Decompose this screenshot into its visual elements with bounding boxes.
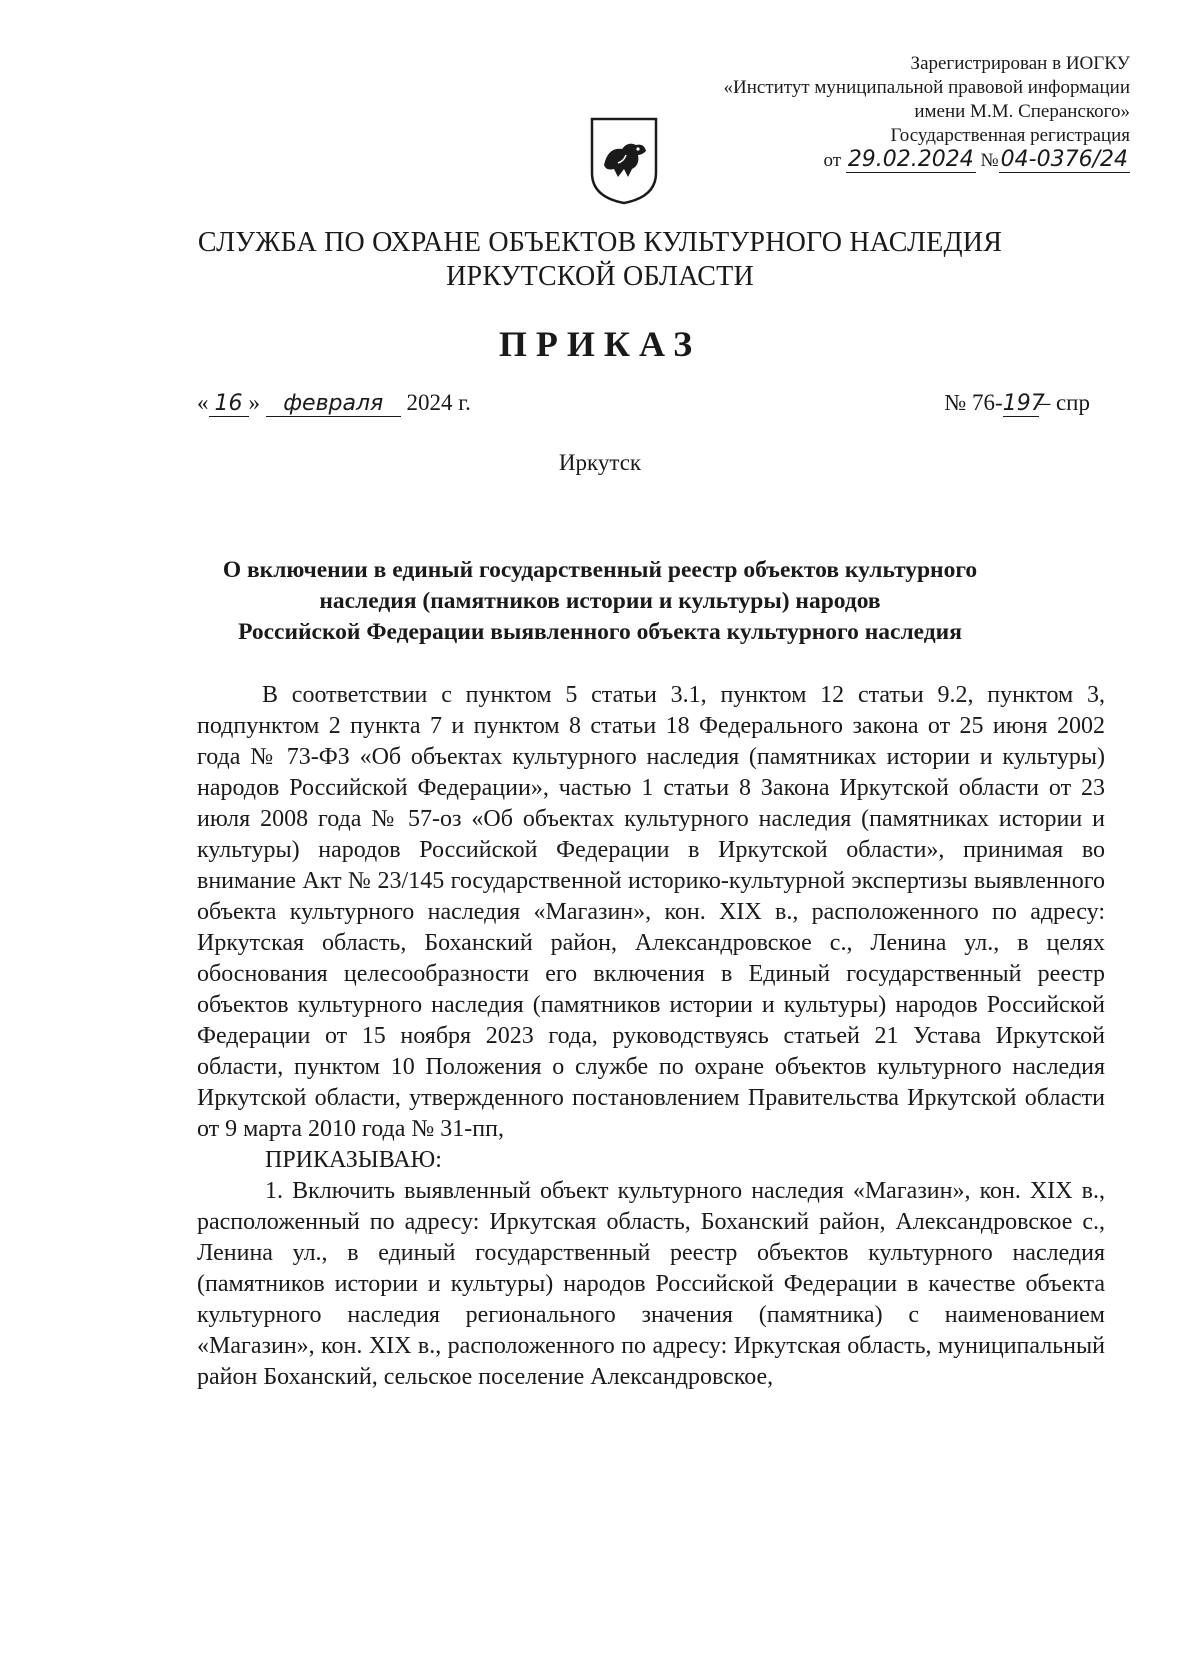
document-number — [944, 390, 1090, 417]
document-city: Иркутск — [558, 450, 642, 475]
registration-number: 04-0376/24 — [1000, 147, 1128, 172]
date-day: 16 — [209, 391, 249, 417]
date-month: февраля — [266, 391, 401, 417]
registration-stamp — [610, 52, 1130, 173]
registration-number-prefix: № — [980, 150, 999, 171]
subject-line-1: О включении в единый государственный реестр объектов культурного — [222, 557, 978, 583]
number-suffix: – спр — [1038, 390, 1090, 415]
registration-line-1: Зарегистрирован в ИОГКУ — [910, 53, 1130, 74]
organization-name — [0, 226, 1200, 294]
organization-line-2: ИРКУТСКОЙ ОБЛАСТИ — [446, 261, 754, 292]
coat-of-arms-icon — [588, 115, 660, 205]
number-prefix: № 76- — [944, 390, 1003, 415]
date-close-quote: » — [248, 390, 260, 415]
registration-line-3: имени М.М. Сперанского» — [914, 101, 1130, 122]
order-word: ПРИКАЗЫВАЮ: — [265, 1147, 442, 1173]
registration-date: 29.02.2024 — [847, 147, 974, 172]
subject-line-3: Российской Федерации выявленного объекта культурного наследия — [238, 619, 962, 645]
order-item-1: 1. Включить выявленный объект культурного наследия «Магазин», кон. XIX в., расположенный по адресу: Иркутская область, Боханский район, Александровское с., Ленина ул., в единый государственный реестр объектов культурного наследия (памятников истории и культуры) народов Российской Федерации в качестве объекта культурного наследия регионального значения (памятника) с наименованием «Магазин», кон. XIX в., расположенного по адресу: Иркутская область, муниципальный район Боханский, сельское поселение Александровское, — [197, 1178, 1105, 1390]
registration-line-4: Государственная регистрация — [890, 125, 1130, 146]
registration-line-2: «Институт муниципальной правовой информации — [723, 77, 1130, 98]
number-value: 197 — [1002, 391, 1045, 416]
registration-date-prefix: от — [823, 150, 842, 171]
document-date — [197, 390, 471, 417]
subject-line-2: наследия (памятников истории и культуры) народов — [319, 588, 881, 614]
organization-line-1: СЛУЖБА ПО ОХРАНЕ ОБЪЕКТОВ КУЛЬТУРНОГО НАСЛЕДИЯ — [197, 227, 1003, 258]
preamble-paragraph: В соответствии с пунктом 5 статьи 3.1, пунктом 12 статьи 9.2, пунктом 3, подпунктом 2 пункта 7 и пунктом 8 статьи 18 Федерального закона от 25 июня 2002 года № 73-ФЗ «Об объектах культурного наследия (памятниках истории и культуры) народов Российской Федерации», частью 1 статьи 8 Закона Иркутской области от 23 июля 2008 года № 57-оз «Об объектах культурного наследия (памятниках истории и культуры) народов Российской Федерации в Иркутской области», принимая во внимание Акт № 23/145 государственной историко-культурной экспертизы выявленного объекта культурного наследия «Магазин», кон. XIX в., расположенного по адресу: Иркутская область, Боханский район, Александровское с., Ленина ул., в целях обоснования целесообразности его включения в Единый государственный реестр объектов культурного наследия (памятников истории и культуры) народов Российской Федерации от 15 ноября 2023 года, руководствуясь статьей 21 Устава Иркутской области, пунктом 10 Положения о службе по охране объектов культурного наследия Иркутской области, утвержденного постановлением Правительства Иркутской области от 9 марта 2010 года № 31-пп, — [197, 682, 1105, 1142]
date-open-quote: « — [197, 390, 209, 415]
document-title: ПРИКАЗ — [498, 324, 702, 364]
registration-date-line — [610, 148, 1130, 173]
date-year: 2024 г. — [406, 390, 471, 415]
document-body — [197, 680, 1105, 1393]
document-subject — [150, 555, 1050, 648]
